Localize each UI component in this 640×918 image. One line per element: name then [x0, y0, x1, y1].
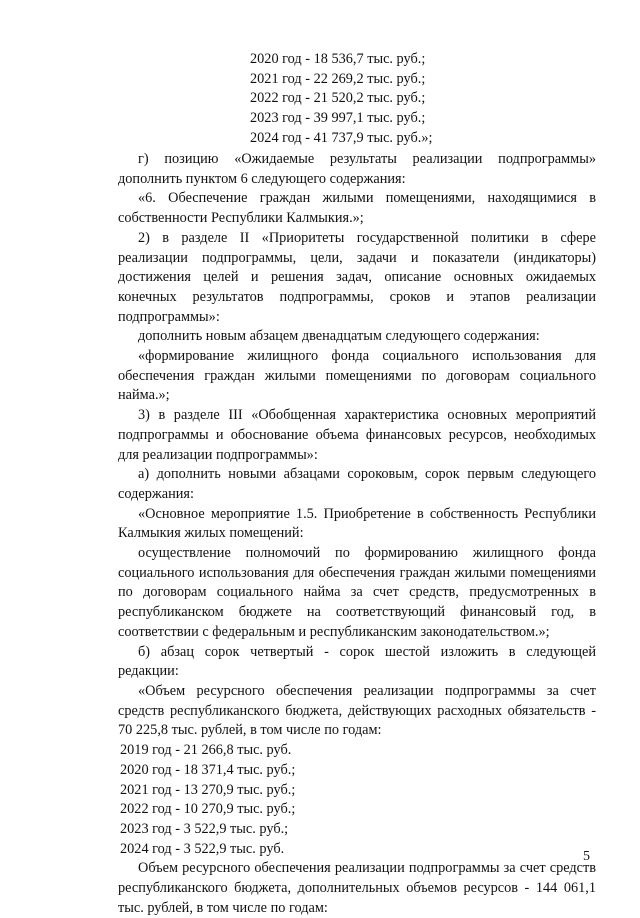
- page-number: 5: [583, 849, 590, 864]
- paragraph: 3) в разделе III «Обобщенная характеристика основных мероприятий подпрограммы и обоснование объема финансовых ресурсов, необходимых для реализации подпрограммы»:: [118, 407, 596, 463]
- list-item: 2023 год - 39 997,1 тыс. руб.;: [250, 110, 426, 127]
- list-item: 2020 год - 18 536,7 тыс. руб.;: [250, 51, 426, 67]
- paragraph: осуществление полномочий по формированию жилищного фонда социального использования для обеспечения граждан жилыми помещениями по договорам социального найма за счет средств, предусмотренных в республиканском бюджете на соответствующий финансовый год, в соответствии с федеральным и республиканским законодательством.»;: [118, 545, 596, 640]
- document-body: [118, 150, 596, 918]
- paragraph: «Объем ресурсного обеспечения реализации подпрограммы за счет средств республиканского бюджета, действующих расходных обязательств - 70 225,8 тыс. рублей, в том числе по годам:: [118, 682, 596, 739]
- paragraph: «формирование жилищного фонда социального использования для обеспечения граждан жилыми помещениями по договорам социального найма.»;: [118, 348, 596, 404]
- paragraph: «6. Обеспечение граждан жилыми помещениями, находящимися в собственности Республики Калмыкия.»;: [118, 190, 596, 227]
- list-item: 2024 год - 41 737,9 тыс. руб.»;: [250, 129, 433, 146]
- paragraph: «Основное мероприятие 1.5. Приобретение в собственность Республики Калмыкия жилых помещений:: [118, 505, 596, 542]
- paragraph: а) дополнить новыми абзацами сороковым, сорок первым следующего содержания:: [118, 466, 596, 502]
- paragraph: 2) в разделе II «Приоритеты государственной политики в сфере реализации подпрограммы, цели, задачи и показатели (индикаторы) достижения целей и решения задач, описание основных ожидаемых конечных результатов подпрограммы, сроков и этапов реализации подпрограммы»:: [118, 229, 596, 325]
- list-item: 2022 год - 10 270,9 тыс. руб.;: [120, 801, 296, 818]
- list-item: 2020 год - 18 371,4 тыс. руб.;: [120, 761, 296, 778]
- list-item: 2021 год - 22 269,2 тыс. руб.;: [250, 70, 426, 87]
- list-item: 2021 год - 13 270,9 тыс. руб.;: [120, 781, 296, 798]
- funding-years-list: [118, 741, 596, 859]
- paragraph: б) абзац сорок четвертый - сорок шестой изложить в следующей редакции:: [118, 643, 596, 680]
- paragraph: г) позицию «Ожидаемые результаты реализации подпрограммы» дополнить пунктом 6 следующего содержания:: [118, 151, 596, 187]
- list-item: 2022 год - 21 520,2 тыс. руб.;: [250, 90, 426, 107]
- list-item: 2019 год - 21 266,8 тыс. руб.: [120, 742, 292, 759]
- list-item: 2024 год - 3 522,9 тыс. руб.: [120, 840, 285, 857]
- paragraph: Объем ресурсного обеспечения реализации подпрограммы за счет средств республиканского бюджета, дополнительных объемов ресурсов - 144 061,1 тыс. рублей, в том числе по годам:: [118, 860, 596, 916]
- list-item: 2023 год - 3 522,9 тыс. руб.;: [120, 820, 289, 837]
- paragraph: дополнить новым абзацем двенадцатым следующего содержания:: [138, 328, 540, 345]
- funding-years-list-top: [250, 50, 432, 149]
